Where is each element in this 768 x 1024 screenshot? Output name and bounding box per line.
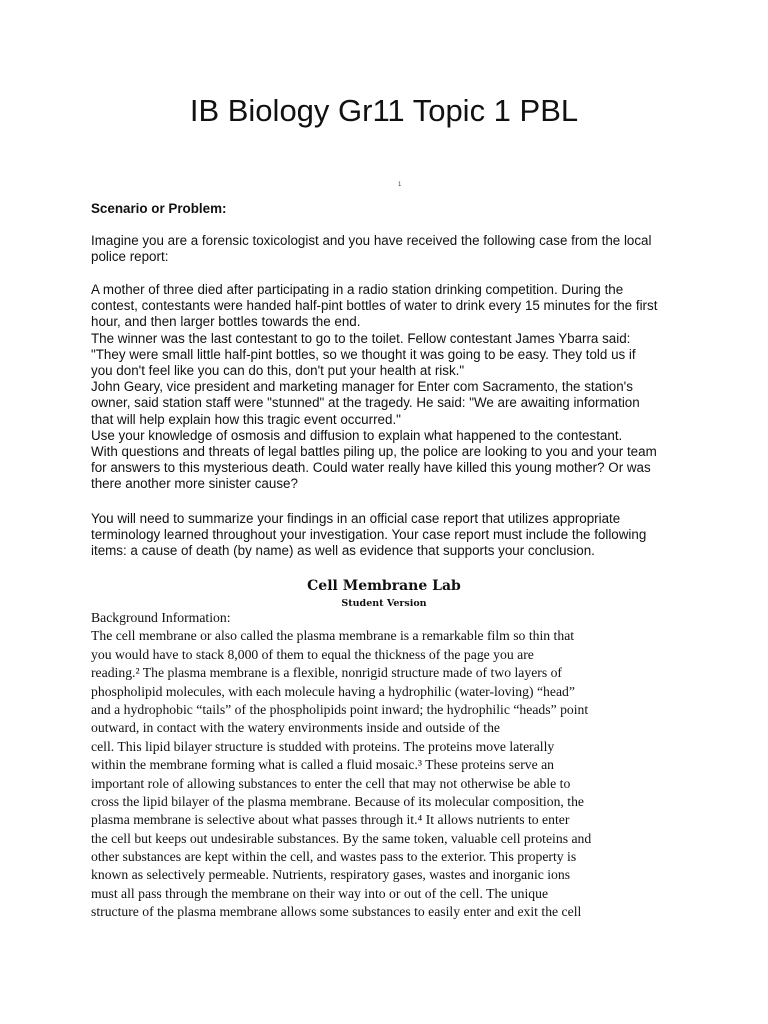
summary-line: You will need to summarize your findings in an official case report that utilizes appropriate [91,511,621,526]
intro-paragraph [91,233,691,265]
lab-title: Cell Membrane Lab [307,578,461,594]
background-line: The cell membrane or also called the plasma membrane is a remarkable film so thin that [91,628,575,644]
story-line: for answers to this mysterious death. Could water really have killed this young mother? Or was [91,460,651,476]
lab-subtitle: Student Version [341,598,427,609]
background-line: plasma membrane is selective about what passes through it.⁴ It allows nutrients to enter [91,812,570,828]
background-line: cell. This lipid bilayer structure is studded with proteins. The proteins move laterally [91,738,555,754]
background-line: other substances are kept within the cell, and wastes pass to the exterior. This property is [91,849,577,865]
story-line: that will help explain how this tragic event occurred." [91,411,401,427]
background-line: phospholipid molecules, with each molecule having a hydrophilic (water-loving) “head” [91,683,575,699]
story-line: you don't feel like you can do this, don't put your health at risk." [91,362,465,378]
background-line: you would have to stack 8,000 of them to equal the thickness of the page you are [91,646,534,662]
background-line: within the membrane forming what is called a fluid mosaic.³ These proteins serve an [91,757,555,773]
story-line: With questions and threats of legal battles piling up, the police are looking to you and your team [91,443,657,459]
story-line: A mother of three died after participating in a radio station drinking competition. During the [91,282,624,297]
story-line: hour, and then larger bottles towards the end. [91,314,361,330]
summary-paragraph [91,511,691,560]
background-heading: Background Information: [91,610,231,625]
background-line: the cell but keeps out undesirable substances. By the same token, valuable cell proteins and [91,830,592,846]
background-line: important role of allowing substances to enter the cell that may not otherwise be able to [91,775,571,791]
background-section [91,609,691,922]
background-line: must all pass through the membrane on their way into or out of the cell. The unique [91,885,549,901]
story-line: there another more sinister cause? [91,476,298,492]
background-line: outward, in contact with the watery environments inside and outside of the [91,720,501,736]
intro-line: Imagine you are a forensic toxicologist and you have received the following case from the local [91,233,652,248]
story-line: John Geary, vice president and marketing manager for Enter com Sacramento, the station's [91,379,633,395]
story-line: The winner was the last contestant to go to the toilet. Fellow contestant James Ybarra said: [91,330,631,346]
background-line: known as selectively permeable. Nutrients, respiratory gases, wastes and inorganic ions [91,867,571,883]
page-title: IB Biology Gr11 Topic 1 PBL [189,93,579,128]
summary-line: terminology learned throughout your investigation. Your case report must include the following [91,527,647,543]
background-line: reading.² The plasma membrane is a flexible, nonrigid structure made of two layers of [91,665,562,681]
story-paragraph [91,282,691,492]
intro-line: police report: [91,249,169,265]
background-line: and a hydrophobic “tails” of the phospholipids point inward; the hydrophilic “heads” point [91,701,589,717]
scenario-heading: Scenario or Problem: [91,201,227,216]
footnote-marker: 1 [398,182,402,188]
story-line: "They were small little half-pint bottles, so we thought it was going to be easy. They told us if [91,346,636,362]
story-line: contest, contestants were handed half-pint bottles of water to drink every 15 minutes for the first [91,298,658,314]
background-line: structure of the plasma membrane allows some substances to easily enter and exit the cell [91,904,582,920]
background-line: cross the lipid bilayer of the plasma membrane. Because of its molecular composition, the [91,793,584,809]
story-line: Use your knowledge of osmosis and diffusion to explain what happened to the contestant. [91,427,623,443]
summary-line: items: a cause of death (by name) as well as evidence that supports your conclusion. [91,543,595,559]
story-line: owner, said station staff were "stunned" at the tragedy. He said: "We are awaiting information [91,395,640,411]
